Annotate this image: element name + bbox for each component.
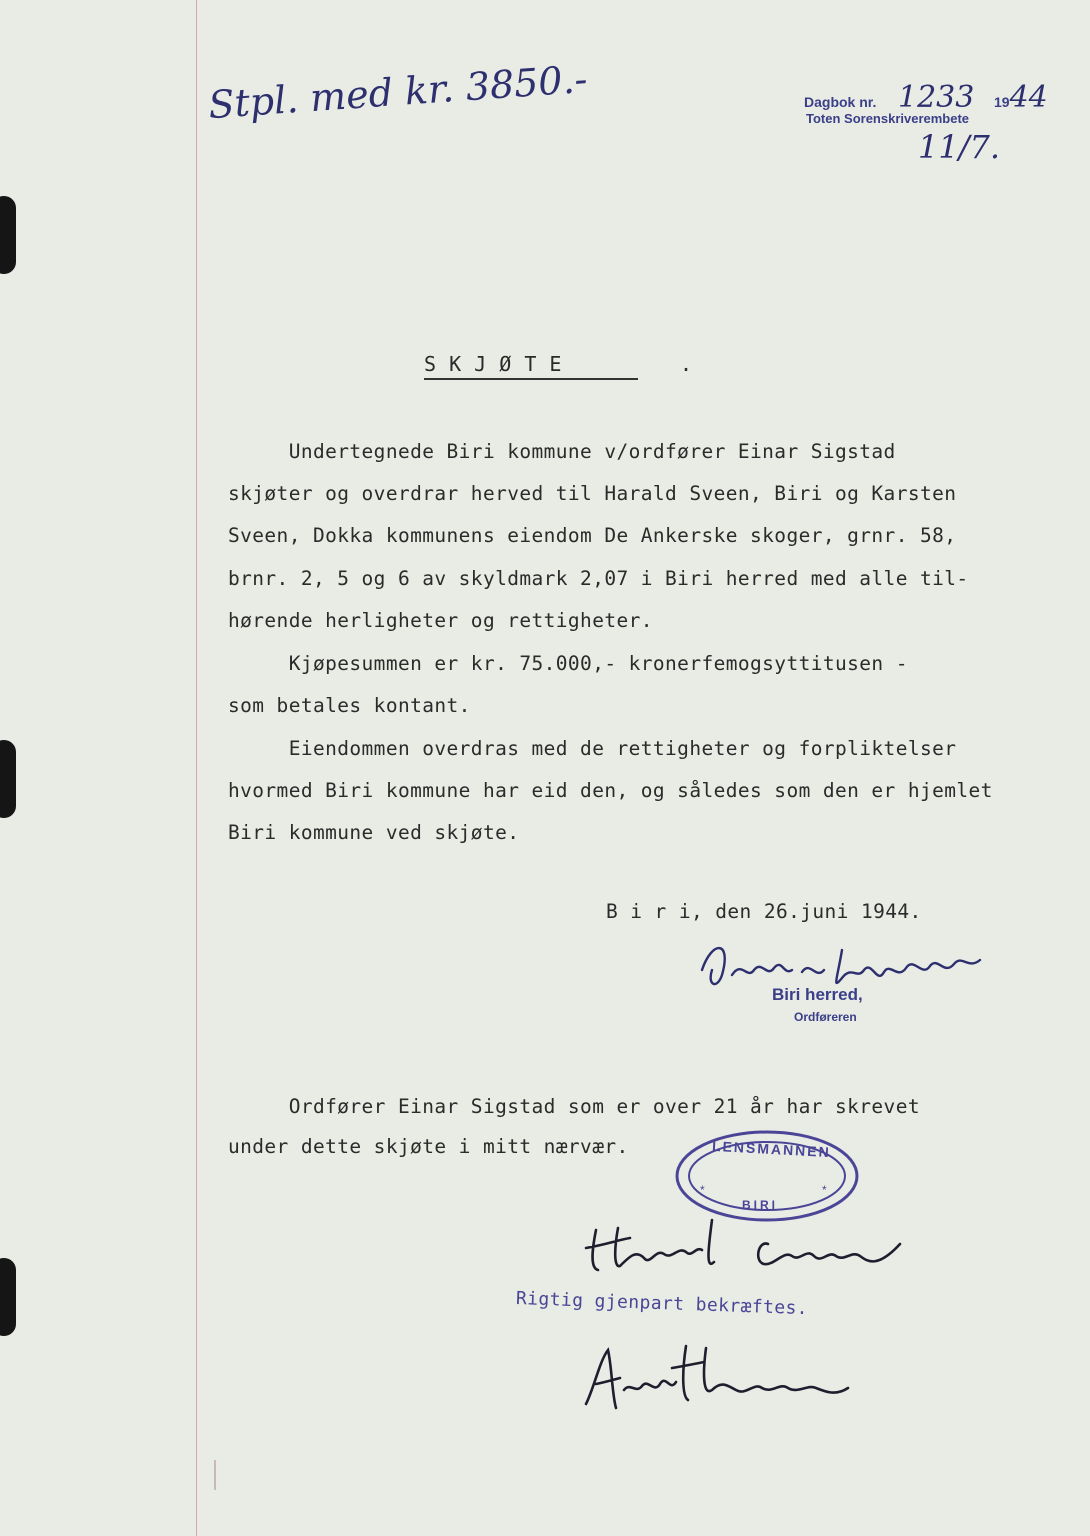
witness-line: Ordfører Einar Sigstad som er over 21 år har skrevet [228,1095,920,1118]
witness-signature-text [590,1222,811,1260]
handwritten-date: 11/7. [918,128,1001,166]
body-line: Undertegnede Biri kommune v/ordfører Einar Sigstad [228,440,896,463]
seal-text-top: LENSMANNEN [711,1137,832,1161]
certifier-signature-text [590,1358,795,1396]
punch-hole [0,740,16,818]
place-date: B i r i, den 26.juni 1944. [606,900,922,923]
body-line: Biri kommune ved skjøte. [228,821,520,844]
body-line: Eiendommen overdras med de rettigheter og forpliktelser [228,737,957,760]
stamp-duty-note: Stpl. med kr. 3850.- [206,56,589,128]
document-title: S K J Ø T E [424,352,562,376]
body-line: brnr. 2, 5 og 6 av skyldmark 2,07 i Biri herred med alle til- [228,567,969,590]
seal-text-bottom: BIRI [742,1198,778,1212]
witness-line: under dette skjøte i mitt nærvær. [228,1135,629,1158]
bottom-stain [214,1460,216,1490]
ordforeren-stamp: Ordføreren [794,1010,857,1024]
biri-herred-stamp: Biri herred, [772,985,863,1004]
dagbok-stamp: Dagbok nr. 1233 1944 [804,80,1048,115]
body-line: Kjøpesummen er kr. 75.000,- kronerfemogsyttitusen - [228,652,908,675]
body-line: hvormed Biri kommune har eid den, og således som den er hjemlet [228,779,993,802]
seal-star: * [822,1183,827,1197]
body-line: Sveen, Dokka kommunens eiendom De Ankerske skoger, grnr. 58, [228,524,957,547]
certification-text: Rigtig gjenpart bekræftes. [515,1288,809,1320]
body-line: hørende herligheter og rettigheter. [228,609,653,632]
office-name: Toten Sorenskriverembete [806,111,970,126]
margin-rule [196,0,197,1536]
title-underline [424,378,638,380]
signature1-handwritten-text [705,946,911,981]
body-line: som betales kontant. [228,694,471,717]
title-dot: . [680,352,693,376]
body-line: skjøter og overdrar herved til Harald Sveen, Biri og Karsten [228,482,957,505]
punch-hole [0,1258,16,1336]
punch-hole [0,196,16,274]
seal-star: * [700,1183,705,1197]
